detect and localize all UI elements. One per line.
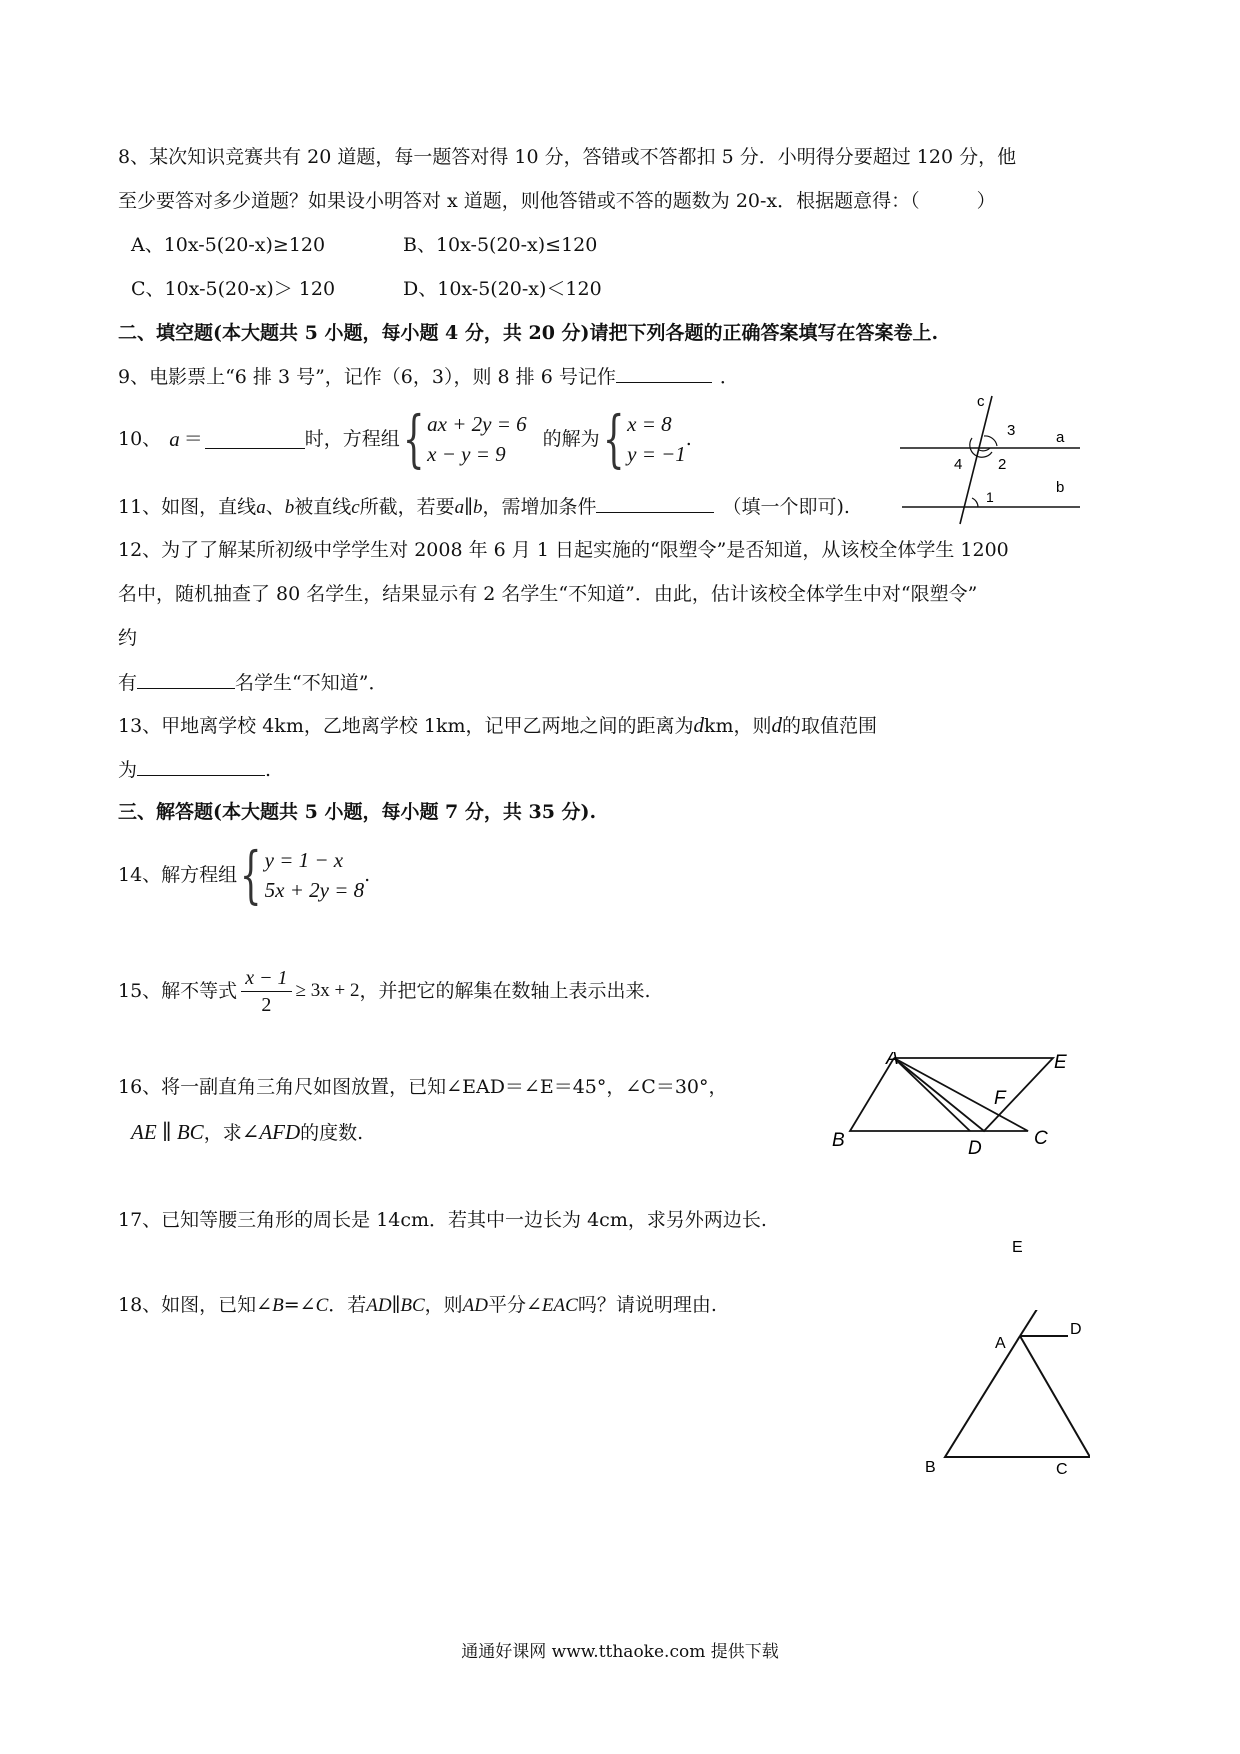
q16-end: 的度数.	[300, 1122, 364, 1144]
q15-numerator: x − 1	[241, 965, 291, 992]
q9-text: 9、电影票上“6 排 3 号”，记作（6，3），则 8 排 6 号记作	[118, 366, 616, 388]
q8-line2: 至少要答对多少道题？如果设小明答对 x 道题，则他答错或不答的题数为 20-x．根据题意得：（ ）	[118, 190, 996, 212]
figure-triangle-label-e	[1000, 1232, 1040, 1262]
q11-a: a	[256, 497, 266, 518]
q10	[118, 402, 692, 475]
q15	[118, 960, 651, 1022]
q15-fraction	[241, 965, 291, 1018]
q11-text3: 所截，若要	[359, 496, 455, 518]
q18-text5: 平分∠	[488, 1294, 542, 1316]
section-fill-in-heading: 二、填空题(本大题共 5 小题，每小题 4 分，共 20 分)请把下列各题的正确答案填写在答案卷上.	[118, 322, 939, 344]
q10-system	[427, 409, 526, 469]
q14	[118, 838, 371, 911]
figure-set-squares	[820, 1052, 1090, 1172]
q13-line2-start: 为	[118, 759, 138, 781]
q13-text1: 13、甲地离学校 4km，乙地离学校 1km，记甲乙两地之间的距离为	[118, 715, 694, 737]
q18-bc: BC	[400, 1295, 425, 1316]
q13-d: d	[693, 713, 704, 737]
q10-brace-2: {	[602, 402, 625, 475]
q15-text: 15、解不等式	[118, 980, 238, 1002]
label-a: a	[1056, 429, 1065, 446]
q12-answer-blank[interactable]	[137, 670, 235, 689]
label-E: E	[1012, 1239, 1023, 1256]
q10-sol-y: y = −1	[627, 442, 686, 466]
q11-sep: 、	[265, 496, 285, 518]
q10-prefix: 10、	[118, 428, 162, 450]
q18-text3: ．若	[328, 1294, 367, 1316]
q18-c: C	[315, 1295, 329, 1316]
q12-line3: 约	[118, 627, 138, 649]
label-C: C	[1056, 1461, 1068, 1478]
q10-variable-a: a	[169, 427, 180, 451]
q12-line1: 12、为了了解某所初级中学学生对 2008 年 6 月 1 日起实施的“限塑令”是否知道，从该校全体学生 1200	[118, 539, 1009, 561]
label-B: B	[925, 1459, 936, 1476]
label-D: D	[1070, 1321, 1082, 1338]
ray-ae	[1020, 1310, 1065, 1336]
q9-end: ．	[719, 366, 739, 388]
q13-end: .	[265, 759, 272, 781]
q18-b: B	[272, 1295, 284, 1316]
q10-brace-1: {	[402, 402, 425, 475]
label-E: E	[1054, 1052, 1067, 1073]
figure-parallel-lines	[880, 390, 1110, 525]
q14-brace: {	[240, 838, 262, 911]
label-b: b	[1056, 479, 1065, 496]
footer: 通通好课网 www.tthaoke.com 提供下载	[461, 1642, 779, 1662]
q8-option-a: A、10x-5(20-x)≥120	[131, 234, 326, 256]
q18-parallel: ∥	[391, 1294, 401, 1316]
q11	[118, 494, 850, 520]
q11-text1: 11、如图，直线	[118, 496, 257, 518]
q8-option-b: B、10x-5(20-x)≤120	[403, 234, 598, 256]
q16-line1: 16、将一副直角三角尺如图放置，已知∠EAD＝∠E＝45°，∠C＝30°，	[118, 1076, 728, 1098]
section-solve-heading: 三、解答题(本大题共 5 小题，每小题 7 分，共 35 分).	[118, 801, 597, 823]
q9-answer-blank[interactable]	[616, 364, 712, 383]
q18	[118, 1293, 717, 1318]
q14-eq2: 5x + 2y = 8	[264, 878, 365, 902]
triangle-abc	[945, 1336, 1090, 1457]
q11-end: （填一个即可).	[722, 496, 850, 518]
q10-mid: 时，方程组	[304, 428, 400, 450]
q18-eac: EAC	[541, 1295, 578, 1316]
q10-solution	[627, 409, 686, 469]
label-A: A	[995, 1335, 1006, 1352]
q13-line2	[118, 757, 271, 782]
label-B: B	[832, 1130, 845, 1151]
q15-rhs: ≥ 3x + 2	[295, 980, 360, 1001]
q18-text2: =∠	[283, 1294, 316, 1316]
q10-answer-blank[interactable]	[205, 430, 305, 449]
q16-ae-parallel-bc: AE ∥ BC	[131, 1120, 204, 1144]
q10-equals: ＝	[183, 428, 203, 450]
q14-eq1: y = 1 − x	[264, 848, 344, 872]
q10-end: .	[685, 428, 692, 450]
q18-text1: 18、如图，已知∠	[118, 1294, 273, 1316]
q12-line4	[118, 670, 387, 695]
q8-option-c: C、10x-5(20-x)＞ 120	[131, 278, 336, 300]
q11-answer-blank[interactable]	[596, 494, 714, 513]
label-c: c	[977, 393, 985, 410]
q9	[118, 364, 739, 389]
q15-end: ，并把它的解集在数轴上表示出来.	[359, 980, 651, 1002]
label-2: 2	[998, 456, 1007, 473]
q13-d2: d	[771, 713, 783, 737]
q11-text4: ，需增加条件	[482, 496, 597, 518]
q17: 17、已知等腰三角形的周长是 14cm．若其中一边长为 4cm，求另外两边长.	[118, 1209, 767, 1231]
q10-eq1: ax + 2y = 6	[427, 412, 527, 436]
label-3: 3	[1007, 422, 1016, 439]
q12-line2: 名中，随机抽查了 80 名学生，结果显示有 2 名学生“不知道”．由此，估计该校全体学生中对“限塑令”	[118, 583, 978, 605]
label-D: D	[968, 1138, 982, 1159]
q10-sol-x: x = 8	[627, 412, 672, 436]
q11-text2: 被直线	[294, 496, 352, 518]
label-1: 1	[986, 489, 994, 505]
figure-triangle-bisector	[890, 1310, 1090, 1520]
segment-ad	[894, 1058, 970, 1131]
q13-answer-blank[interactable]	[137, 757, 265, 776]
q18-text4: ，则	[424, 1294, 463, 1316]
q13-text2: km，则	[704, 715, 772, 737]
q14-system	[265, 845, 364, 905]
q8-line1: 8、某次知识竞赛共有 20 道题，每一题答对得 10 分，答错或不答都扣 5 分．小明得分要超过 120 分，他	[118, 146, 1017, 168]
label-4: 4	[954, 456, 963, 473]
angle-arc-1	[972, 498, 978, 507]
q8-option-d: D、10x-5(20-x)＜120	[403, 278, 602, 300]
q14-end: .	[364, 864, 371, 886]
q16-angle-afd: ∠AFD	[241, 1120, 301, 1144]
q18-ad2: AD	[462, 1295, 488, 1316]
q14-text: 14、解方程组	[118, 864, 238, 886]
q13-line1	[118, 713, 877, 738]
angle-arc-3	[984, 436, 997, 446]
q16-text: ，求	[203, 1122, 242, 1144]
triangle-aed	[894, 1058, 1053, 1131]
q18-ad: AD	[366, 1295, 392, 1316]
q11-b: b	[284, 497, 295, 518]
q10-mid2: 的解为	[542, 428, 600, 450]
q12-line4-start: 有	[118, 672, 138, 694]
label-C: C	[1034, 1128, 1048, 1149]
q11-a-parallel-b: a∥b	[454, 497, 483, 518]
q15-denominator: 2	[261, 993, 272, 1016]
q16-line2	[131, 1120, 363, 1145]
q18-text6: 吗？请说明理由.	[577, 1294, 717, 1316]
label-A: A	[886, 1052, 899, 1069]
q12-line4-end: 名学生“不知道”．	[235, 672, 388, 694]
q13-text3: 的取值范围	[782, 715, 878, 737]
q10-eq2: x − y = 9	[427, 442, 506, 466]
q11-c: c	[351, 497, 360, 518]
label-F: F	[994, 1088, 1006, 1109]
